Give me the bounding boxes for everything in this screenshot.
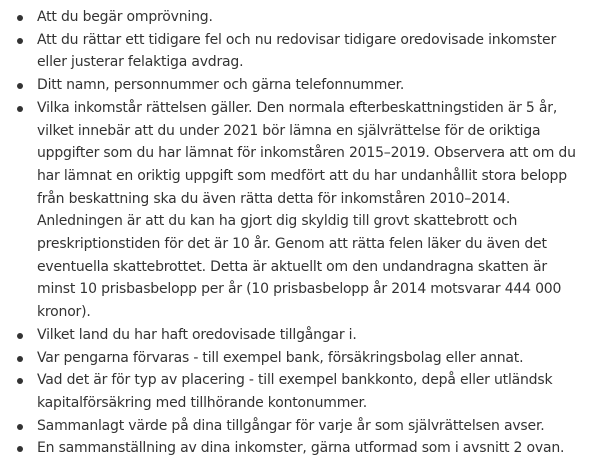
- list-item-text: Vilket land du har haft oredovisade tillgångar i.: [37, 326, 357, 343]
- bullet-icon: [17, 378, 23, 384]
- list-item: [0, 97, 588, 324]
- list-item: [0, 437, 588, 460]
- list-item: [0, 324, 588, 347]
- list-item-text: Ditt namn, personnummer och gärna telefonnummer.: [37, 77, 405, 94]
- list-item: [0, 415, 588, 438]
- bullet-icon: [17, 83, 23, 89]
- bullet-icon: [17, 15, 23, 21]
- list-item-text: Vilka inkomstår rättelsen gäller. Den normala efterbeskattningstiden är 5 år, vilket innebär att du under 2021 bör lämna en självrättelse för de oriktiga uppgifter som du har lämnat för inkomståren 2015–2019. Observera att om du har lämnat en oriktig uppgift som medfört att du har undanhållit stora belopp från beskattning ska du även rätta detta för inkomståren 2010–2014. Anledningen är att du kan ha gjort dig skyldig till grovt skattebrott och preskriptionstiden för det är 10 år. Genom att rätta felen läker du även det eventuella skattebrottet. Detta är aktuellt om den undandragna skatten är minst 10 prisbasbelopp per år (10 prisbasbelopp år 2014 motsvarar 444 000 kronor).: [37, 99, 576, 321]
- list-item: [0, 74, 588, 97]
- list-item-text: En sammanställning av dina inkomster, gärna utformad som i avsnitt 2 ovan.: [37, 440, 565, 457]
- list-item-text: Var pengarna förvaras - till exempel bank, försäkringsbolag eller annat.: [37, 349, 524, 366]
- bullet-list: [0, 6, 588, 460]
- bullet-icon: [17, 356, 23, 362]
- bullet-icon: [17, 106, 23, 112]
- bullet-icon: [17, 38, 23, 44]
- list-item-text: Sammanlagt värde på dina tillgångar för varje år som självrättelsen avser.: [37, 417, 545, 434]
- list-item-text: Vad det är för typ av placering - till exempel bankkonto, depå eller utländsk kapitalförsäkring med tillhörande kontonummer.: [37, 372, 553, 411]
- list-item: [0, 347, 588, 370]
- list-item-text: Att du begär omprövning.: [37, 9, 213, 25]
- list-item: [0, 369, 588, 414]
- bullet-icon: [17, 424, 23, 430]
- list-item: [0, 29, 588, 74]
- bullet-icon: [17, 446, 23, 452]
- list-item-text: Att du rättar ett tidigare fel och nu redovisar tidigare oredovisade inkomster eller justerar felaktiga avdrag.: [37, 31, 557, 71]
- bullet-icon: [17, 333, 23, 339]
- list-item: [0, 6, 588, 29]
